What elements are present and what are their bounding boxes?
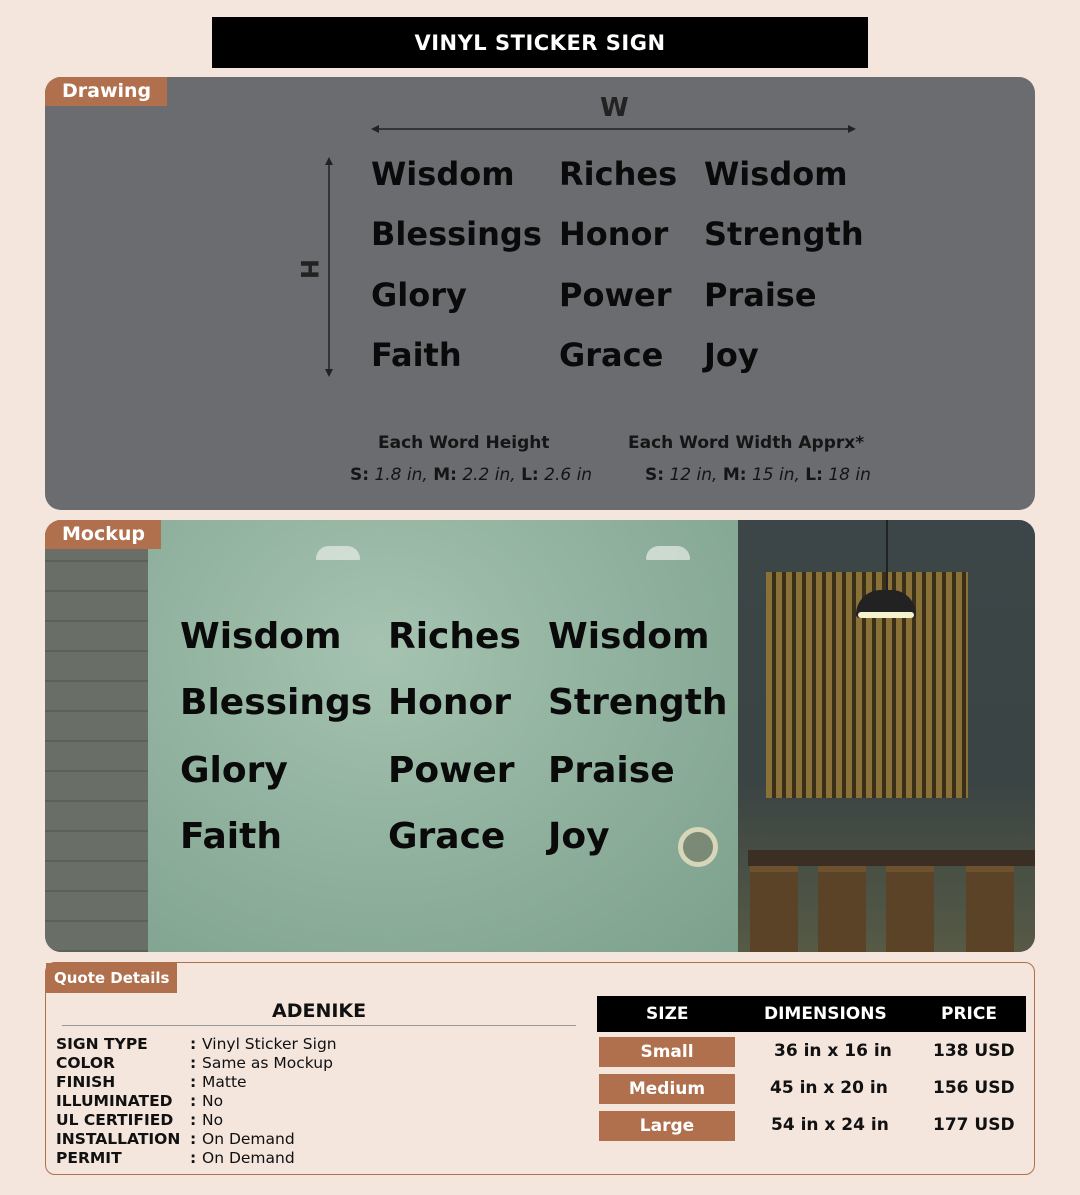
price-cell: 177 USD	[933, 1115, 1015, 1135]
word: Wisdom	[371, 155, 515, 193]
width-label: W	[600, 93, 629, 123]
width-arrow-icon	[371, 123, 856, 135]
word: Blessings	[180, 682, 373, 723]
word: Strength	[548, 682, 728, 723]
ceiling-lamp	[316, 546, 360, 560]
word: Power	[559, 276, 672, 314]
detail-row: INSTALLATION : On Demand	[56, 1130, 295, 1148]
height-arrow-icon	[323, 157, 335, 377]
dimensions-cell: 54 in x 24 in	[771, 1115, 889, 1135]
page-title: VINYL STICKER SIGN	[212, 17, 868, 68]
dimensions-column-header: DIMENSIONS	[764, 1004, 887, 1024]
word: Praise	[704, 276, 817, 314]
word: Honor	[559, 215, 669, 253]
word: Wisdom	[704, 155, 848, 193]
mockup-tab: Mockup	[45, 520, 161, 549]
quote-details-tab: Quote Details	[46, 963, 177, 993]
chair	[818, 866, 866, 952]
word: Grace	[559, 336, 664, 374]
quote-details-panel	[45, 962, 1035, 1175]
mockup-panel	[45, 520, 1035, 952]
word: Riches	[559, 155, 678, 193]
word: Strength	[704, 215, 864, 253]
ceiling-lamp	[646, 546, 690, 560]
width-spec-heading: Each Word Width Apprx*	[628, 433, 865, 453]
chair	[750, 866, 798, 952]
client-name: ADENIKE	[272, 1000, 367, 1022]
detail-row: PERMIT : On Demand	[56, 1149, 295, 1167]
lamp-glow	[858, 612, 914, 618]
glass-partition	[148, 520, 738, 952]
size-small-button[interactable]: Small	[599, 1037, 735, 1067]
detail-row: FINISH : Matte	[56, 1073, 247, 1091]
door-knob	[678, 827, 718, 867]
chair	[886, 866, 934, 952]
price-cell: 138 USD	[933, 1041, 1015, 1061]
height-label: H	[295, 258, 324, 280]
price-cell: 156 USD	[933, 1078, 1015, 1098]
detail-row: SIGN TYPE : Vinyl Sticker Sign	[56, 1035, 337, 1053]
room-background	[738, 520, 1035, 952]
word: Wisdom	[548, 616, 710, 657]
word: Grace	[388, 816, 506, 857]
conference-table	[748, 850, 1035, 866]
size-medium-button[interactable]: Medium	[599, 1074, 735, 1104]
width-spec-values: S: 12 in, M: 15 in, L: 18 in	[645, 465, 871, 485]
dimensions-cell: 45 in x 20 in	[770, 1078, 888, 1098]
word: Wisdom	[180, 616, 342, 657]
drawing-tab: Drawing	[45, 77, 167, 106]
drawing-panel	[45, 77, 1035, 510]
word: Glory	[371, 276, 467, 314]
word: Power	[388, 750, 515, 791]
detail-row: ILLUMINATED : No	[56, 1092, 224, 1110]
price-column-header: PRICE	[941, 1004, 997, 1024]
size-column-header: SIZE	[646, 1004, 689, 1024]
divider	[62, 1025, 576, 1026]
word: Joy	[704, 336, 759, 374]
word: Faith	[371, 336, 462, 374]
detail-row: COLOR : Same as Mockup	[56, 1054, 333, 1072]
chair	[966, 866, 1014, 952]
size-large-button[interactable]: Large	[599, 1111, 735, 1141]
detail-row: UL CERTIFIED : No	[56, 1111, 224, 1129]
dimensions-cell: 36 in x 16 in	[774, 1041, 892, 1061]
word: Blessings	[371, 215, 542, 253]
price-table-header	[597, 996, 1026, 1032]
word: Faith	[180, 816, 282, 857]
lamp-cord	[886, 520, 888, 592]
word: Honor	[388, 682, 511, 723]
word: Riches	[388, 616, 521, 657]
height-spec-heading: Each Word Height	[378, 433, 550, 453]
brick-wall	[45, 520, 148, 952]
word: Joy	[548, 816, 610, 857]
word: Glory	[180, 750, 288, 791]
height-spec-values: S: 1.8 in, M: 2.2 in, L: 2.6 in	[350, 465, 593, 485]
word: Praise	[548, 750, 675, 791]
